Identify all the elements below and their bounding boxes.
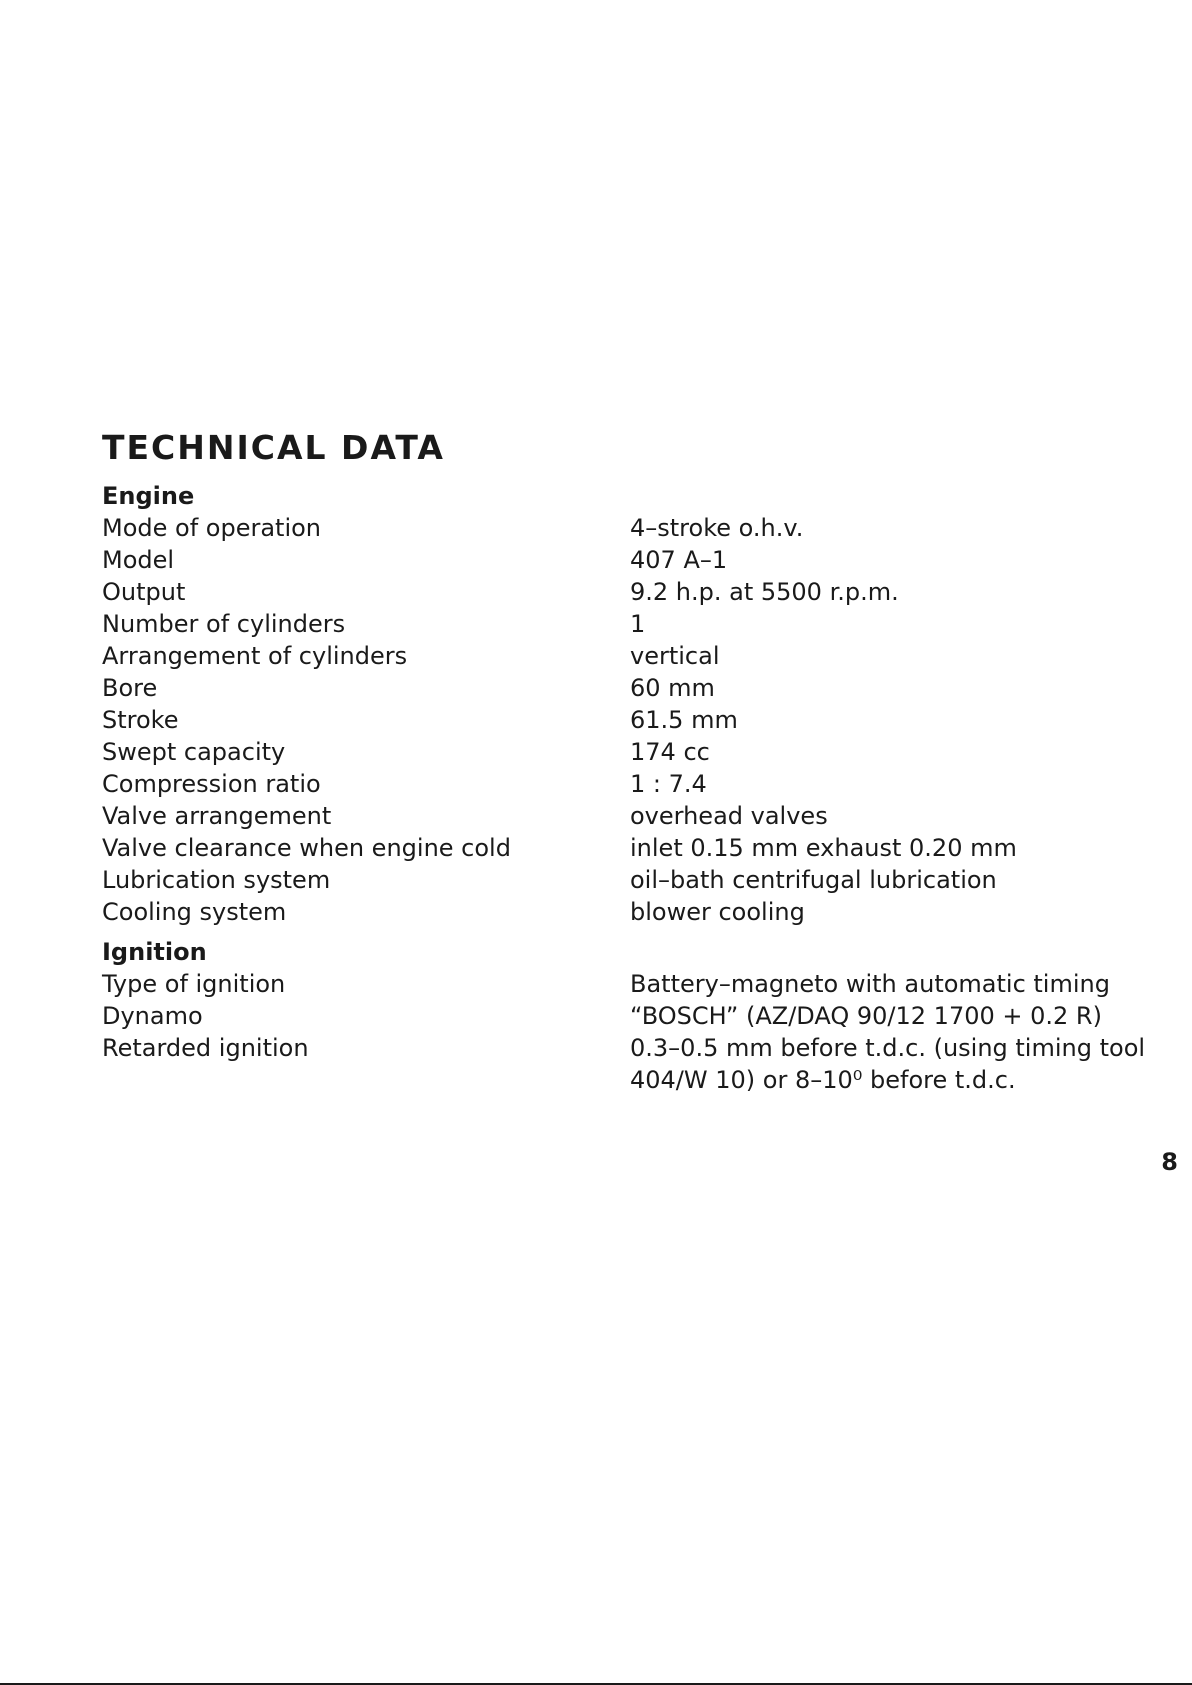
spec-label: Compression ratio — [102, 770, 321, 798]
spec-row — [102, 1000, 1132, 1032]
spec-value: 0.3–0.5 mm before t.d.c. (using timing tool — [630, 1034, 1146, 1062]
spec-label: Arrangement of cylinders — [102, 642, 408, 670]
spec-label: Stroke — [102, 706, 179, 734]
spec-value: 61.5 mm — [630, 706, 738, 734]
spec-value: 9.2 h.p. at 5500 r.p.m. — [630, 578, 899, 606]
spec-row — [102, 704, 1132, 736]
ignition-heading: Ignition — [102, 938, 207, 966]
spec-value: 60 mm — [630, 674, 715, 702]
spec-value: inlet 0.15 mm exhaust 0.20 mm — [630, 834, 1017, 862]
spec-row — [102, 608, 1132, 640]
spec-label: Mode of operation — [102, 514, 322, 542]
spec-value: blower cooling — [630, 898, 805, 926]
spec-row — [102, 832, 1132, 864]
spec-value: 4–stroke o.h.v. — [630, 514, 804, 542]
spec-row — [102, 896, 1132, 928]
spec-row — [102, 800, 1132, 832]
spec-label: Type of ignition — [102, 970, 286, 998]
ignition-spec-list — [102, 968, 1146, 1096]
spec-row — [102, 736, 1132, 768]
page-title: TECHNICAL DATA — [102, 428, 445, 467]
spec-label: Valve arrangement — [102, 802, 332, 830]
spec-value: vertical — [630, 642, 720, 670]
engine-heading: Engine — [102, 482, 195, 510]
spec-row — [102, 576, 1132, 608]
spec-row — [102, 672, 1132, 704]
spec-label: Dynamo — [102, 1002, 203, 1030]
spec-label: Retarded ignition — [102, 1034, 309, 1062]
engine-spec-list — [102, 512, 1132, 928]
spec-label: Cooling system — [102, 898, 287, 926]
spec-value: 407 A–1 — [630, 546, 728, 574]
spec-row — [102, 544, 1132, 576]
spec-value: 404/W 10) or 8–10⁰ before t.d.c. — [630, 1066, 1016, 1094]
spec-row — [102, 768, 1132, 800]
spec-value: “BOSCH” (AZ/DAQ 90/12 1700 + 0.2 R) — [630, 1002, 1102, 1030]
spec-row — [102, 512, 1132, 544]
spec-label: Number of cylinders — [102, 610, 346, 638]
spec-value: 1 — [630, 610, 646, 638]
spec-label: Swept capacity — [102, 738, 286, 766]
spec-label: Output — [102, 578, 186, 606]
spec-label: Model — [102, 546, 175, 574]
spec-label: Lubrication system — [102, 866, 331, 894]
spec-row — [102, 864, 1132, 896]
spec-label: Valve clearance when engine cold — [102, 834, 511, 862]
spec-row — [102, 1064, 1132, 1096]
page-number: 8 — [1161, 1148, 1178, 1176]
spec-value: 1 : 7.4 — [630, 770, 707, 798]
spec-value: oil–bath centrifugal lubrication — [630, 866, 997, 894]
spec-row — [102, 640, 1132, 672]
spec-row — [102, 968, 1132, 1000]
spec-value: Battery–magneto with automatic timing — [630, 970, 1110, 998]
spec-label: Bore — [102, 674, 158, 702]
spec-value: 174 cc — [630, 738, 710, 766]
spec-value: overhead valves — [630, 802, 828, 830]
spec-row — [102, 1032, 1146, 1064]
